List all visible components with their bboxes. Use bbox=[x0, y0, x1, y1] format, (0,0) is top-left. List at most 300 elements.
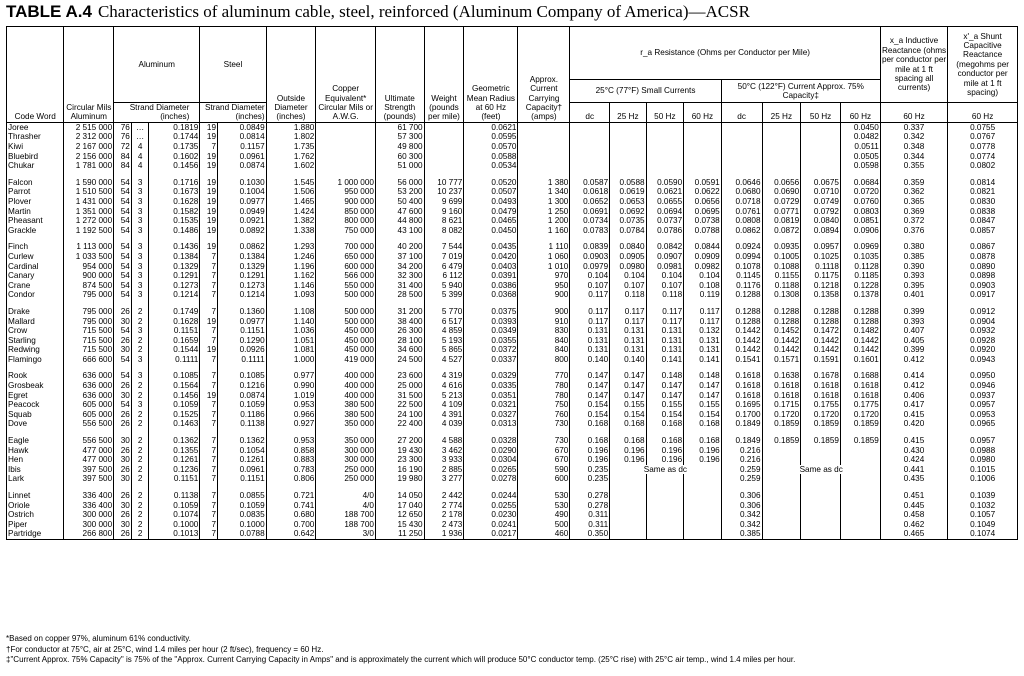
data-cell: 0.399 bbox=[880, 345, 947, 355]
data-cell: 0.0244 bbox=[464, 491, 518, 501]
table-row bbox=[7, 216, 1018, 226]
data-cell: 0.0874 bbox=[218, 161, 267, 171]
data-cell: 7 bbox=[200, 326, 218, 336]
code-word-cell: Partridge bbox=[7, 529, 64, 539]
data-cell: 3 bbox=[131, 281, 149, 291]
hdr-al-strand-diam: Strand Diameter (inches) bbox=[114, 103, 200, 123]
data-cell: 0.342 bbox=[721, 520, 762, 530]
data-cell: 0.1482 bbox=[840, 326, 880, 336]
spacer-cell bbox=[684, 300, 722, 307]
data-cell: 0.0304 bbox=[464, 455, 518, 465]
data-cell: 2 bbox=[131, 446, 149, 456]
data-cell: 1.880 bbox=[266, 122, 316, 132]
data-cell: 0.1273 bbox=[218, 281, 267, 291]
spacer-cell bbox=[375, 364, 424, 371]
data-cell: 0.1261 bbox=[149, 455, 200, 465]
data-cell: 26 bbox=[114, 529, 132, 539]
data-cell: 4 391 bbox=[424, 410, 464, 420]
data-cell: 0.0935 bbox=[762, 242, 801, 252]
data-cell: 22 500 bbox=[375, 400, 424, 410]
data-cell bbox=[610, 529, 646, 539]
data-cell: 0.0622 bbox=[684, 187, 722, 197]
table-row bbox=[7, 455, 1018, 465]
data-cell: 19 bbox=[200, 345, 218, 355]
data-cell: 31 400 bbox=[375, 281, 424, 291]
data-cell: 2 bbox=[131, 474, 149, 484]
hdr-xpa: x'_a Shunt Capacitive Reactance (megohms per conductor per mile at 1 ft spacing) bbox=[948, 27, 1018, 103]
spacer-cell bbox=[64, 364, 114, 371]
data-cell: 0.0656 bbox=[762, 178, 801, 188]
spacer-cell bbox=[684, 235, 722, 242]
data-cell: 477 000 bbox=[64, 446, 114, 456]
data-cell: 0.147 bbox=[610, 371, 646, 381]
data-cell: 0.0734 bbox=[570, 216, 610, 226]
data-cell: 0.1085 bbox=[149, 371, 200, 381]
data-cell: 0.168 bbox=[610, 436, 646, 446]
data-cell bbox=[801, 446, 841, 456]
data-cell: 40 200 bbox=[375, 242, 424, 252]
data-cell: 1 160 bbox=[518, 226, 570, 236]
data-cell: 3 bbox=[131, 187, 149, 197]
data-cell: 0.1005 bbox=[762, 252, 801, 262]
code-word-cell: Rook bbox=[7, 371, 64, 381]
data-cell: 6 479 bbox=[424, 262, 464, 272]
data-cell: 0.1186 bbox=[218, 410, 267, 420]
spacer-cell bbox=[801, 171, 841, 178]
data-cell: 5 399 bbox=[424, 290, 464, 300]
data-cell: 0.953 bbox=[266, 400, 316, 410]
data-cell: 1 000 000 bbox=[316, 178, 376, 188]
data-cell: 0.0783 bbox=[570, 226, 610, 236]
spacer-cell bbox=[424, 300, 464, 307]
data-cell: 54 bbox=[114, 281, 132, 291]
data-cell: 0.1360 bbox=[218, 307, 267, 317]
data-cell: 0.0720 bbox=[840, 187, 880, 197]
hdr-xa: x_a Inductive Reactance (ohms per conductor per mile at 1 ft spacing all currents) bbox=[880, 27, 947, 103]
data-cell: 666 600 bbox=[64, 355, 114, 365]
spacer-cell bbox=[801, 364, 841, 371]
data-cell: 12 650 bbox=[375, 510, 424, 520]
data-cell: 0.1749 bbox=[149, 307, 200, 317]
data-cell bbox=[610, 122, 646, 132]
data-cell: 0.1078 bbox=[721, 262, 762, 272]
data-cell: 0.1659 bbox=[149, 336, 200, 346]
data-cell: 0.0771 bbox=[762, 207, 801, 217]
data-cell: 650 000 bbox=[316, 252, 376, 262]
data-cell: 0.1571 bbox=[762, 355, 801, 365]
data-cell bbox=[518, 142, 570, 152]
data-cell: 0.0684 bbox=[840, 178, 880, 188]
data-cell: 0.147 bbox=[684, 381, 722, 391]
data-cell: 0.0493 bbox=[464, 197, 518, 207]
data-cell: 0.0917 bbox=[948, 290, 1018, 300]
data-cell: 795 000 bbox=[64, 307, 114, 317]
data-cell: 1.196 bbox=[266, 262, 316, 272]
data-cell: 0.168 bbox=[610, 419, 646, 429]
data-cell: 900 bbox=[518, 290, 570, 300]
code-word-cell: Plover bbox=[7, 197, 64, 207]
spacer-cell bbox=[948, 300, 1018, 307]
data-cell: 770 bbox=[518, 371, 570, 381]
data-cell: 0.117 bbox=[570, 307, 610, 317]
data-cell: 0.0905 bbox=[610, 252, 646, 262]
data-cell: 566 000 bbox=[316, 271, 376, 281]
data-cell: 57 300 bbox=[375, 132, 424, 142]
data-cell: 0.0821 bbox=[948, 187, 1018, 197]
acsr-table bbox=[6, 26, 1018, 540]
spacer-cell bbox=[840, 300, 880, 307]
data-cell: 0.168 bbox=[646, 419, 684, 429]
data-cell: 0.1678 bbox=[801, 371, 841, 381]
data-cell: 0.365 bbox=[880, 197, 947, 207]
data-cell: 0.216 bbox=[721, 446, 762, 456]
data-cell bbox=[762, 122, 801, 132]
data-cell: 0.0867 bbox=[948, 242, 1018, 252]
data-cell: 0.147 bbox=[684, 391, 722, 401]
spacer-cell bbox=[721, 429, 762, 436]
data-cell: 7 bbox=[200, 252, 218, 262]
data-cell: 477 000 bbox=[64, 455, 114, 465]
hdr-outside-diam: Outside Diameter (inches) bbox=[266, 27, 316, 123]
data-cell: 0.1859 bbox=[801, 419, 841, 429]
data-cell: 0.0598 bbox=[840, 161, 880, 171]
data-cell: 56 000 bbox=[375, 178, 424, 188]
code-word-cell: Kiwi bbox=[7, 142, 64, 152]
data-cell: 0.148 bbox=[646, 371, 684, 381]
data-cell: 0.1618 bbox=[762, 391, 801, 401]
data-cell: 715 500 bbox=[64, 326, 114, 336]
spacer-cell bbox=[266, 171, 316, 178]
spacer-cell bbox=[840, 484, 880, 491]
table-header bbox=[7, 27, 1018, 123]
data-cell: 0.0450 bbox=[464, 226, 518, 236]
data-cell: 26 bbox=[114, 307, 132, 317]
data-cell: 2 bbox=[131, 436, 149, 446]
data-cell: 0.385 bbox=[721, 529, 762, 539]
spacer-cell bbox=[610, 300, 646, 307]
footnotes bbox=[6, 634, 795, 666]
data-cell bbox=[518, 161, 570, 171]
data-cell: 0.117 bbox=[570, 290, 610, 300]
spacer-cell bbox=[762, 300, 801, 307]
data-cell: 0.1145 bbox=[721, 271, 762, 281]
data-cell: 7 bbox=[200, 355, 218, 365]
data-cell: 9 160 bbox=[424, 207, 464, 217]
data-cell: 0.131 bbox=[570, 326, 610, 336]
data-cell: 26 bbox=[114, 381, 132, 391]
data-cell: 0.1618 bbox=[721, 381, 762, 391]
data-cell: 0.0718 bbox=[721, 197, 762, 207]
data-cell: 24 100 bbox=[375, 410, 424, 420]
data-cell: 0.385 bbox=[880, 252, 947, 262]
data-cell: 0.1442 bbox=[721, 345, 762, 355]
data-cell: 0.0520 bbox=[464, 178, 518, 188]
code-word-cell: Curlew bbox=[7, 252, 64, 262]
data-cell: 1 431 000 bbox=[64, 197, 114, 207]
data-cell: 0.1188 bbox=[762, 281, 801, 291]
data-cell: 0.311 bbox=[570, 510, 610, 520]
data-cell: 0.131 bbox=[610, 336, 646, 346]
spacer-cell bbox=[464, 429, 518, 436]
data-cell: 0.0420 bbox=[464, 252, 518, 262]
data-cell: 1.108 bbox=[266, 307, 316, 317]
data-cell: 0.0653 bbox=[610, 197, 646, 207]
spacer-cell bbox=[266, 300, 316, 307]
data-cell: 5 213 bbox=[424, 391, 464, 401]
data-cell: 2 bbox=[131, 520, 149, 530]
data-cell: 54 bbox=[114, 187, 132, 197]
data-cell: 0.168 bbox=[570, 419, 610, 429]
data-cell: 0.445 bbox=[880, 501, 947, 511]
data-cell: 0.1541 bbox=[721, 355, 762, 365]
data-cell: 2 bbox=[131, 345, 149, 355]
data-cell: 0.420 bbox=[880, 419, 947, 429]
data-cell: 0.348 bbox=[880, 142, 947, 152]
data-cell: 4 527 bbox=[424, 355, 464, 365]
data-cell: 636 000 bbox=[64, 391, 114, 401]
data-cell: 0.393 bbox=[880, 317, 947, 327]
data-cell: 0.0788 bbox=[218, 529, 267, 539]
code-word-cell: Crane bbox=[7, 281, 64, 291]
data-cell: 0.0590 bbox=[646, 178, 684, 188]
data-cell: 7 bbox=[200, 410, 218, 420]
data-cell: 2 bbox=[131, 491, 149, 501]
data-cell: 0.1111 bbox=[149, 355, 200, 365]
data-cell: 300 000 bbox=[316, 446, 376, 456]
data-cell: 840 bbox=[518, 345, 570, 355]
hdr-50hz-25: 50 Hz bbox=[646, 103, 684, 123]
data-cell: 0.1057 bbox=[948, 510, 1018, 520]
data-cell: 0.0788 bbox=[684, 226, 722, 236]
data-cell: 30 bbox=[114, 317, 132, 327]
data-cell: 0.0691 bbox=[570, 207, 610, 217]
data-cell: 32 300 bbox=[375, 271, 424, 281]
data-cell: 54 bbox=[114, 371, 132, 381]
data-cell: 2 bbox=[131, 455, 149, 465]
data-cell: 0.0265 bbox=[464, 465, 518, 475]
data-cell: 0.1355 bbox=[149, 446, 200, 456]
data-cell: 0.0760 bbox=[840, 197, 880, 207]
data-cell: 2 bbox=[131, 465, 149, 475]
data-cell: 0.0784 bbox=[610, 226, 646, 236]
data-cell: 0.147 bbox=[646, 391, 684, 401]
data-cell: 5 193 bbox=[424, 336, 464, 346]
data-cell: 0.154 bbox=[570, 410, 610, 420]
spacer-cell bbox=[801, 484, 841, 491]
data-cell: 250 000 bbox=[316, 474, 376, 484]
code-word-cell: Ibis bbox=[7, 465, 64, 475]
data-cell: 397 500 bbox=[64, 474, 114, 484]
spacer-cell bbox=[840, 364, 880, 371]
spacer-cell bbox=[375, 429, 424, 436]
data-cell: 0.1544 bbox=[149, 345, 200, 355]
data-cell: 0.1442 bbox=[801, 345, 841, 355]
data-cell: 0.741 bbox=[266, 501, 316, 511]
data-cell: 54 bbox=[114, 178, 132, 188]
data-cell bbox=[570, 132, 610, 142]
data-cell: 0.1442 bbox=[762, 336, 801, 346]
data-cell: 0.0290 bbox=[464, 446, 518, 456]
spacer-cell bbox=[131, 484, 149, 491]
table-row bbox=[7, 446, 1018, 456]
data-cell: 0.131 bbox=[646, 326, 684, 336]
hdr-ult-strength: Ultimate Strength (pounds) bbox=[375, 27, 424, 123]
data-cell: 0.0851 bbox=[840, 216, 880, 226]
data-cell: 970 bbox=[518, 271, 570, 281]
data-cell: 3 bbox=[131, 226, 149, 236]
spacer-cell bbox=[114, 364, 132, 371]
data-cell: 30 bbox=[114, 474, 132, 484]
data-cell: 0.393 bbox=[880, 271, 947, 281]
data-cell: 0.1384 bbox=[149, 252, 200, 262]
data-cell: 0.1618 bbox=[721, 371, 762, 381]
data-cell: 0.0761 bbox=[721, 207, 762, 217]
data-cell: 0.1456 bbox=[149, 161, 200, 171]
data-cell: 0.0355 bbox=[464, 336, 518, 346]
code-word-cell: Linnet bbox=[7, 491, 64, 501]
data-cell: 950 000 bbox=[316, 187, 376, 197]
hdr-dc-50: dc bbox=[721, 103, 762, 123]
data-cell: 0.1308 bbox=[762, 290, 801, 300]
data-cell: 0.350 bbox=[570, 529, 610, 539]
data-cell: 53 200 bbox=[375, 187, 424, 197]
spacer-cell bbox=[610, 364, 646, 371]
data-cell: 26 bbox=[114, 419, 132, 429]
data-cell: 0.0988 bbox=[948, 446, 1018, 456]
data-cell: 1 510 500 bbox=[64, 187, 114, 197]
hdr-code-word: Code Word bbox=[7, 27, 64, 123]
data-cell: 4 109 bbox=[424, 400, 464, 410]
data-cell: … bbox=[131, 132, 149, 142]
data-cell bbox=[801, 491, 841, 501]
group-spacer bbox=[7, 429, 1018, 436]
table-row bbox=[7, 355, 1018, 365]
data-cell: 0.0386 bbox=[464, 281, 518, 291]
data-cell bbox=[801, 142, 841, 152]
data-cell: 0.953 bbox=[266, 436, 316, 446]
data-cell: 0.1720 bbox=[840, 410, 880, 420]
data-cell: 4 bbox=[131, 161, 149, 171]
data-cell: 0.1273 bbox=[149, 281, 200, 291]
data-cell: 0.1442 bbox=[840, 336, 880, 346]
spacer-cell bbox=[149, 235, 200, 242]
hdr-60hz-xa: 60 Hz bbox=[880, 103, 947, 123]
data-cell: 2 bbox=[131, 317, 149, 327]
data-cell: 0.0980 bbox=[948, 455, 1018, 465]
data-cell bbox=[610, 132, 646, 142]
data-cell: 7 bbox=[200, 281, 218, 291]
code-word-cell: Flamingo bbox=[7, 355, 64, 365]
data-cell: 0.0482 bbox=[840, 132, 880, 142]
data-cell: 0.0321 bbox=[464, 400, 518, 410]
data-cell: 0.1486 bbox=[149, 226, 200, 236]
data-cell bbox=[316, 122, 376, 132]
data-cell: 0.1755 bbox=[801, 400, 841, 410]
data-cell: 0.196 bbox=[570, 455, 610, 465]
data-cell: 910 bbox=[518, 317, 570, 327]
data-cell: 2 178 bbox=[424, 510, 464, 520]
data-cell: 7 bbox=[200, 529, 218, 539]
data-cell: 5 865 bbox=[424, 345, 464, 355]
data-cell: 780 bbox=[518, 381, 570, 391]
data-cell bbox=[646, 474, 684, 484]
spacer-cell bbox=[610, 484, 646, 491]
data-cell bbox=[762, 161, 801, 171]
data-cell: 0.465 bbox=[880, 529, 947, 539]
data-cell: 27 200 bbox=[375, 436, 424, 446]
data-cell: 34 600 bbox=[375, 345, 424, 355]
spacer-cell bbox=[316, 235, 376, 242]
data-cell: 3 bbox=[131, 262, 149, 272]
data-cell: 0.990 bbox=[266, 381, 316, 391]
spacer-cell bbox=[762, 484, 801, 491]
data-cell bbox=[646, 520, 684, 530]
data-cell: 0.107 bbox=[610, 281, 646, 291]
data-cell: 0.441 bbox=[880, 465, 947, 475]
data-cell: 0.0949 bbox=[218, 207, 267, 217]
data-cell: 0.0621 bbox=[464, 122, 518, 132]
data-cell: 0.1059 bbox=[218, 400, 267, 410]
data-cell: 0.977 bbox=[266, 371, 316, 381]
data-cell: 0.0977 bbox=[218, 197, 267, 207]
data-cell: 0.0912 bbox=[948, 307, 1018, 317]
table-row bbox=[7, 262, 1018, 272]
data-cell: 0.306 bbox=[721, 501, 762, 511]
data-cell: 25 000 bbox=[375, 381, 424, 391]
data-cell bbox=[316, 152, 376, 162]
spacer-cell bbox=[518, 235, 570, 242]
data-cell: 1.802 bbox=[266, 132, 316, 142]
data-cell: 1.735 bbox=[266, 142, 316, 152]
data-cell: 0.0570 bbox=[464, 142, 518, 152]
data-cell: 0.131 bbox=[646, 345, 684, 355]
data-cell: 0.0835 bbox=[218, 510, 267, 520]
data-cell: 0.0749 bbox=[801, 197, 841, 207]
data-cell: 1.036 bbox=[266, 326, 316, 336]
hdr-st-strand-diam: Strand Diameter (inches) bbox=[200, 103, 266, 123]
spacer-cell bbox=[64, 484, 114, 491]
spacer-cell bbox=[840, 429, 880, 436]
data-cell: 670 bbox=[518, 446, 570, 456]
data-cell: 76 bbox=[114, 132, 132, 142]
data-cell: 54 bbox=[114, 271, 132, 281]
data-cell: 0.417 bbox=[880, 400, 947, 410]
data-cell: 0.0755 bbox=[948, 122, 1018, 132]
data-cell: 600 000 bbox=[316, 262, 376, 272]
data-cell: 0.0932 bbox=[948, 326, 1018, 336]
data-cell: 31 500 bbox=[375, 391, 424, 401]
data-cell: 3 bbox=[131, 290, 149, 300]
data-cell: 0.0890 bbox=[948, 262, 1018, 272]
data-cell: 0.700 bbox=[266, 520, 316, 530]
data-cell bbox=[684, 491, 722, 501]
data-cell: 3 bbox=[131, 355, 149, 365]
data-cell: 1.246 bbox=[266, 252, 316, 262]
data-cell bbox=[840, 446, 880, 456]
data-cell: 0.0694 bbox=[646, 207, 684, 217]
data-cell: 0.1602 bbox=[149, 152, 200, 162]
data-cell: 0.140 bbox=[610, 355, 646, 365]
data-cell bbox=[610, 152, 646, 162]
table-row bbox=[7, 501, 1018, 511]
data-cell: 0.415 bbox=[880, 436, 947, 446]
data-cell: 0.0621 bbox=[646, 187, 684, 197]
spacer-cell bbox=[64, 429, 114, 436]
data-cell: 7 bbox=[200, 455, 218, 465]
table-title bbox=[6, 2, 750, 22]
data-cell: 0.376 bbox=[880, 226, 947, 236]
data-cell bbox=[801, 132, 841, 142]
